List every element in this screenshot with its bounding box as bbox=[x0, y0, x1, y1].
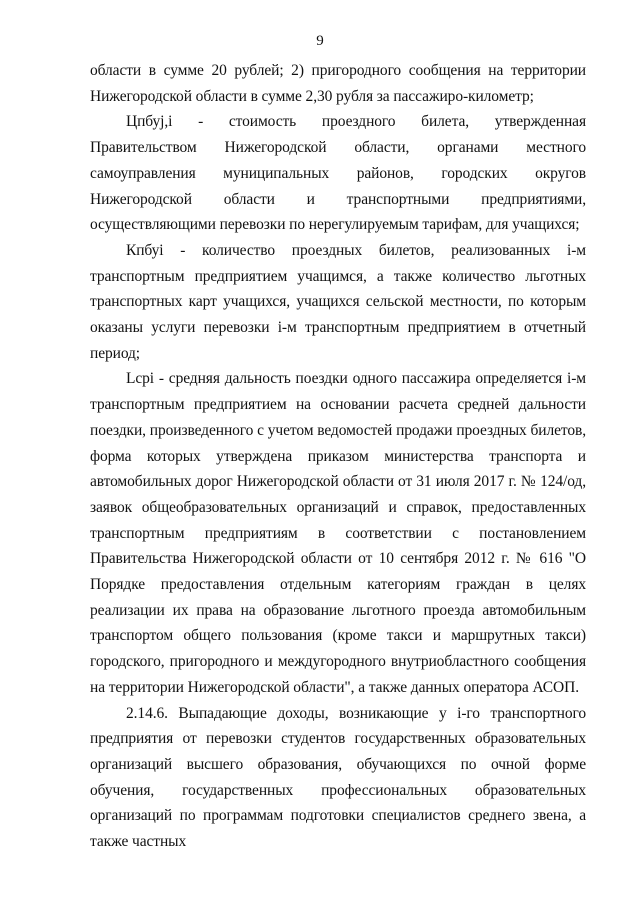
paragraph-ticket-count-definition: Кпбуi - количество проездных билетов, реализованных i-м транспортным предприятием учащимся, а также количество льготных транспортных карт учащихся, учащихся сельской местности, по которым оказаны услуги перевозки i-м транспортным предприятием в отчетный период; bbox=[90, 241, 586, 362]
paragraph-ticket-price-definition: Цпбуj,i - стоимость проездного билета, утвержденная Правительством Нижегородской области, органами местного самоуправления муниципальных районов, городских округов Нижегородской области и транспортными предприятиями, осуществляющими перевозки по нерегулируемым тарифам, для учащихся; bbox=[90, 113, 586, 234]
document-body bbox=[90, 58, 586, 855]
page-number: 9 bbox=[316, 33, 324, 49]
paragraph-fare-rates-continuation: области в сумме 20 рублей; 2) пригородного сообщения на территории Нижегородской области в сумме 2,30 рубля за пассажиро-километр; bbox=[90, 62, 586, 105]
paragraph-section-2-14-6: 2.14.6. Выпадающие доходы, возникающие у i-го транспортного предприятия от перевозки студентов государственных образовательных организаций высшего образования, обучающихся по очной форме обучения, государственных профессиональных образовательных организаций по программам подготовки специалистов среднего звена, а также частных bbox=[90, 704, 586, 851]
paragraph-average-distance-definition: Lсрi - средняя дальность поездки одного пассажира определяется i-м транспортным предприятием на основании расчета средней дальности поездки, произведенного с учетом ведомостей продажи проездных билетов, форма которых утверждена приказом министерства транспорта и автомобильных дорог Нижегородской области от 31 июля 2017 г. № 124/од, заявок общеобразовательных организаций и справок, предоставленных транспортным предприятиям в соответствии с постановлением Правительства Нижегородской области от 10 сентября 2012 г. № 616 "О Порядке предоставления отдельным категориям граждан в целях реализации их права на образование льготного проезда автомобильным транспортом общего пользования (кроме такси и маршрутных такси) городского, пригородного и междугородного внутриобластного сообщения на территории Нижегородской области", а также данных оператора АСОП. bbox=[90, 370, 586, 696]
